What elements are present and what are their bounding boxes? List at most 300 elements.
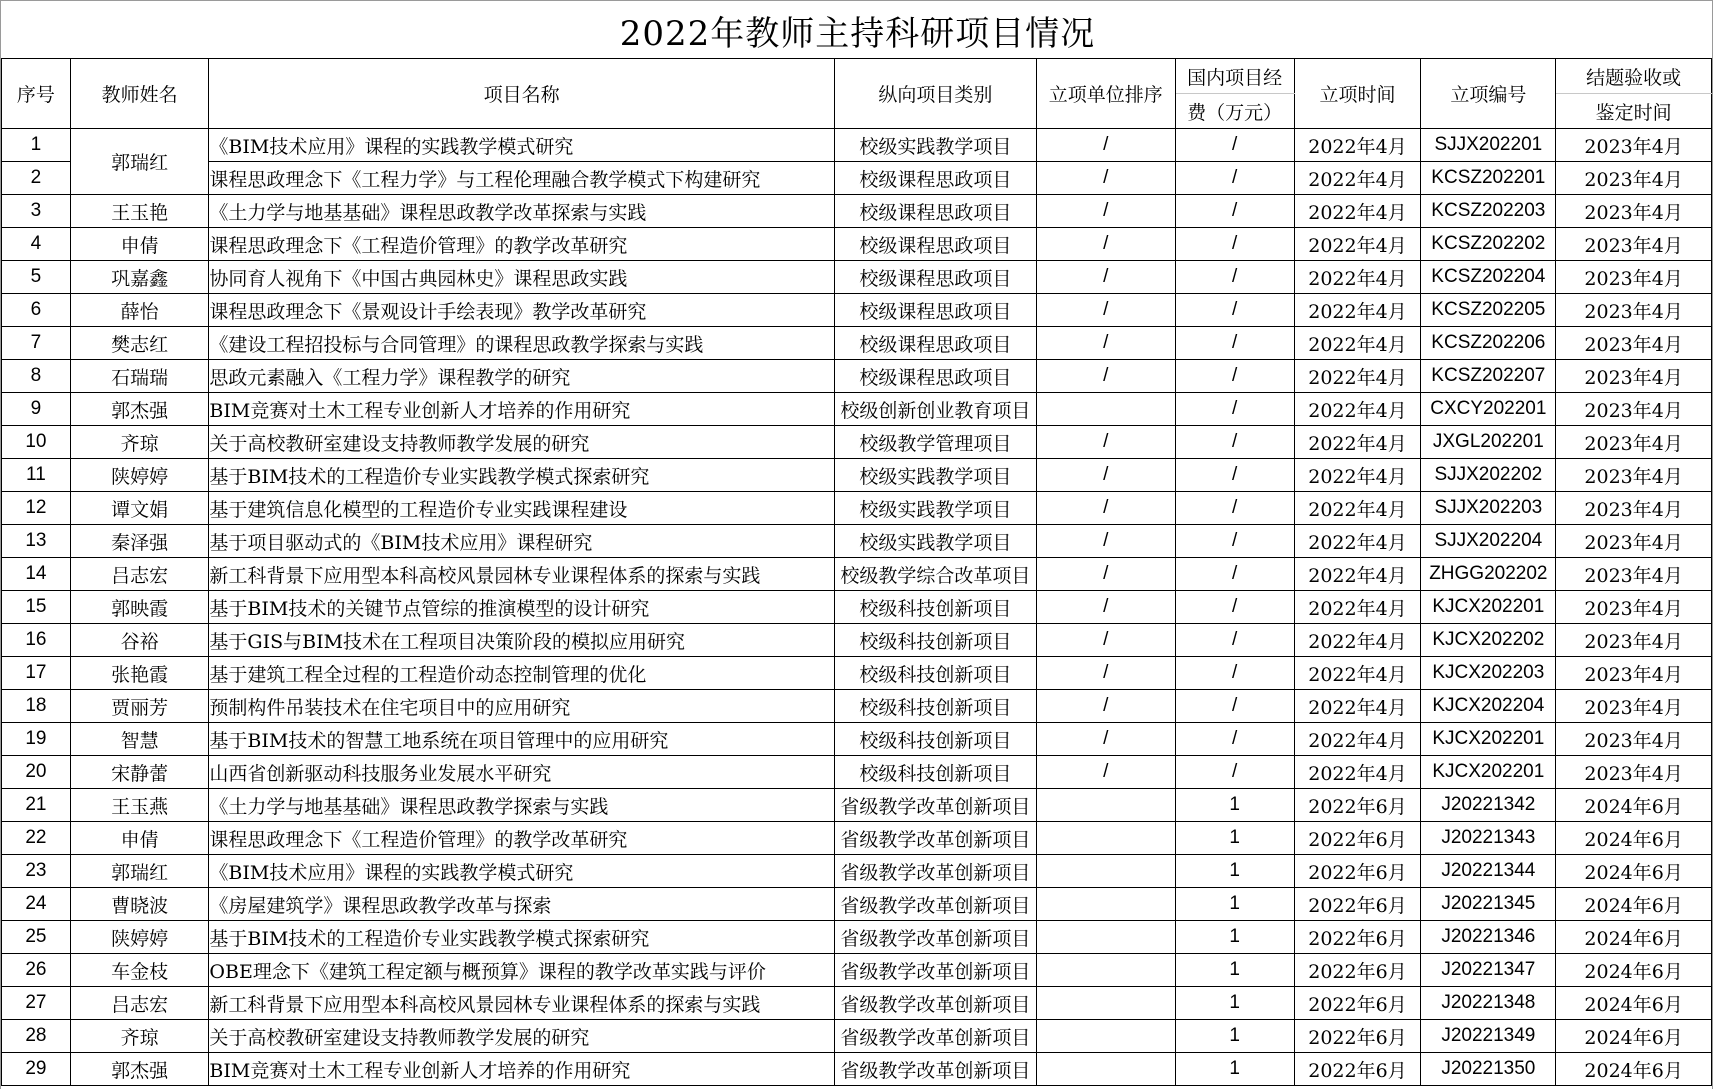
cell-acceptance[interactable]: 2023年4月 <box>1556 525 1712 558</box>
cell-funding[interactable]: / <box>1175 624 1294 657</box>
cell-teacher[interactable]: 陕婷婷 <box>70 459 209 492</box>
cell-funding[interactable]: 1 <box>1175 987 1294 1020</box>
cell-category[interactable]: 校级课程思政项目 <box>834 294 1036 327</box>
cell-funding[interactable]: / <box>1175 327 1294 360</box>
cell-acceptance[interactable]: 2023年4月 <box>1556 591 1712 624</box>
cell-project[interactable]: 《BIM技术应用》课程的实践教学模式研究 <box>209 855 835 888</box>
cell-date[interactable]: 2022年4月 <box>1294 360 1421 393</box>
cell-code[interactable]: KCSZ202201 <box>1421 162 1556 195</box>
cell-teacher[interactable]: 曹晓波 <box>70 888 209 921</box>
header-row <box>2 59 1712 94</box>
cell-date[interactable]: 2022年6月 <box>1294 987 1421 1020</box>
cell-index[interactable]: 5 <box>2 261 71 294</box>
cell-code[interactable]: J20221343 <box>1421 822 1556 855</box>
cell-date[interactable]: 2022年4月 <box>1294 426 1421 459</box>
cell-date[interactable]: 2022年4月 <box>1294 129 1421 162</box>
cell-project[interactable]: 《BIM技术应用》课程的实践教学模式研究 <box>209 129 835 162</box>
header-code[interactable]: 立项编号 <box>1421 59 1556 129</box>
cell-rank[interactable]: / <box>1036 723 1175 756</box>
cell-date[interactable]: 2022年4月 <box>1294 162 1421 195</box>
cell-funding[interactable]: / <box>1175 690 1294 723</box>
cell-project[interactable]: 关于高校教研室建设支持教师教学发展的研究 <box>209 1020 835 1053</box>
cell-date[interactable]: 2022年4月 <box>1294 492 1421 525</box>
cell-date[interactable]: 2022年4月 <box>1294 690 1421 723</box>
cell-date[interactable]: 2022年6月 <box>1294 822 1421 855</box>
cell-acceptance[interactable]: 2024年6月 <box>1556 921 1712 954</box>
cell-teacher[interactable]: 樊志红 <box>70 327 209 360</box>
cell-code[interactable]: ZHGG202202 <box>1421 558 1556 591</box>
cell-rank[interactable] <box>1036 393 1175 426</box>
table-row <box>2 195 1712 228</box>
cell-index[interactable]: 19 <box>2 723 71 756</box>
cell-acceptance[interactable]: 2024年6月 <box>1556 822 1712 855</box>
cell-date[interactable]: 2022年6月 <box>1294 1020 1421 1053</box>
cell-code[interactable]: KJCX202204 <box>1421 690 1556 723</box>
cell-rank[interactable]: / <box>1036 624 1175 657</box>
cell-code[interactable]: J20221349 <box>1421 1020 1556 1053</box>
cell-acceptance[interactable]: 2024年6月 <box>1556 855 1712 888</box>
cell-code[interactable]: KJCX202201 <box>1421 756 1556 789</box>
cell-index[interactable]: 29 <box>2 1053 71 1086</box>
cell-date[interactable]: 2022年4月 <box>1294 195 1421 228</box>
cell-teacher[interactable]: 郭瑞红 <box>70 129 209 195</box>
cell-rank[interactable] <box>1036 855 1175 888</box>
cell-project[interactable]: 基于BIM技术的工程造价专业实践教学模式探索研究 <box>209 921 835 954</box>
cell-category[interactable]: 校级科技创新项目 <box>834 657 1036 690</box>
cell-funding[interactable]: 1 <box>1175 1020 1294 1053</box>
cell-date[interactable]: 2022年6月 <box>1294 888 1421 921</box>
cell-funding[interactable]: / <box>1175 129 1294 162</box>
cell-teacher[interactable]: 谭文娟 <box>70 492 209 525</box>
cell-project[interactable]: 《房屋建筑学》课程思政教学改革与探索 <box>209 888 835 921</box>
cell-project[interactable]: 课程思政理念下《工程力学》与工程伦理融合教学模式下构建研究 <box>209 162 835 195</box>
cell-index[interactable]: 1 <box>2 129 71 162</box>
table-row <box>2 162 1712 195</box>
cell-rank[interactable]: / <box>1036 228 1175 261</box>
cell-code[interactable]: J20221342 <box>1421 789 1556 822</box>
cell-teacher[interactable]: 谷裕 <box>70 624 209 657</box>
cell-funding[interactable]: / <box>1175 756 1294 789</box>
cell-rank[interactable]: / <box>1036 525 1175 558</box>
cell-rank[interactable] <box>1036 1020 1175 1053</box>
cell-funding[interactable]: 1 <box>1175 954 1294 987</box>
cell-category[interactable]: 校级科技创新项目 <box>834 624 1036 657</box>
table-row <box>2 987 1712 1020</box>
cell-rank[interactable]: / <box>1036 162 1175 195</box>
cell-acceptance[interactable]: 2023年4月 <box>1556 657 1712 690</box>
cell-category[interactable]: 校级科技创新项目 <box>834 690 1036 723</box>
header-index[interactable]: 序号 <box>2 59 71 129</box>
table-row <box>2 921 1712 954</box>
cell-funding[interactable]: / <box>1175 426 1294 459</box>
cell-date[interactable]: 2022年4月 <box>1294 591 1421 624</box>
cell-category[interactable]: 校级课程思政项目 <box>834 327 1036 360</box>
cell-category[interactable]: 省级教学改革创新项目 <box>834 822 1036 855</box>
cell-date[interactable]: 2022年4月 <box>1294 393 1421 426</box>
cell-project[interactable]: 《土力学与地基基础》课程思政教学探索与实践 <box>209 789 835 822</box>
cell-index[interactable]: 15 <box>2 591 71 624</box>
cell-funding[interactable]: 1 <box>1175 921 1294 954</box>
cell-project[interactable]: 课程思政理念下《景观设计手绘表现》教学改革研究 <box>209 294 835 327</box>
cell-teacher[interactable]: 陕婷婷 <box>70 921 209 954</box>
cell-category[interactable]: 校级课程思政项目 <box>834 261 1036 294</box>
cell-category[interactable]: 校级科技创新项目 <box>834 723 1036 756</box>
cell-project[interactable]: 基于BIM技术的工程造价专业实践教学模式探索研究 <box>209 459 835 492</box>
cell-category[interactable]: 校级教学管理项目 <box>834 426 1036 459</box>
header-category[interactable]: 纵向项目类别 <box>834 59 1036 129</box>
cell-funding[interactable]: / <box>1175 657 1294 690</box>
cell-date[interactable]: 2022年4月 <box>1294 756 1421 789</box>
cell-code[interactable]: J20221344 <box>1421 855 1556 888</box>
cell-index[interactable]: 20 <box>2 756 71 789</box>
cell-category[interactable]: 省级教学改革创新项目 <box>834 921 1036 954</box>
cell-teacher[interactable]: 巩嘉鑫 <box>70 261 209 294</box>
table-row <box>2 723 1712 756</box>
cell-teacher[interactable]: 王玉艳 <box>70 195 209 228</box>
cell-index[interactable]: 27 <box>2 987 71 1020</box>
cell-code[interactable]: J20221345 <box>1421 888 1556 921</box>
cell-code[interactable]: SJJX202203 <box>1421 492 1556 525</box>
cell-acceptance[interactable]: 2023年4月 <box>1556 327 1712 360</box>
cell-project[interactable]: 《土力学与地基基础》课程思政教学改革探索与实践 <box>209 195 835 228</box>
cell-index[interactable]: 2 <box>2 162 71 195</box>
table-row <box>2 690 1712 723</box>
cell-project[interactable]: 新工科背景下应用型本科高校风景园林专业课程体系的探索与实践 <box>209 987 835 1020</box>
table-row <box>2 228 1712 261</box>
cell-code[interactable]: KJCX202202 <box>1421 624 1556 657</box>
cell-date[interactable]: 2022年6月 <box>1294 789 1421 822</box>
cell-code[interactable]: KJCX202203 <box>1421 657 1556 690</box>
cell-acceptance[interactable]: 2023年4月 <box>1556 294 1712 327</box>
cell-funding[interactable]: 1 <box>1175 789 1294 822</box>
cell-index[interactable]: 12 <box>2 492 71 525</box>
cell-rank[interactable]: / <box>1036 360 1175 393</box>
cell-project[interactable]: 基于GIS与BIM技术在工程项目决策阶段的模拟应用研究 <box>209 624 835 657</box>
table-body <box>2 129 1712 1086</box>
header-rank[interactable]: 立项单位排序 <box>1036 59 1175 129</box>
cell-teacher[interactable]: 吕志宏 <box>70 987 209 1020</box>
cell-category[interactable]: 校级实践教学项目 <box>834 525 1036 558</box>
cell-index[interactable]: 8 <box>2 360 71 393</box>
cell-funding[interactable]: / <box>1175 228 1294 261</box>
cell-rank[interactable] <box>1036 987 1175 1020</box>
cell-code[interactable]: J20221347 <box>1421 954 1556 987</box>
cell-category[interactable]: 校级课程思政项目 <box>834 228 1036 261</box>
cell-teacher[interactable]: 齐琼 <box>70 1020 209 1053</box>
cell-category[interactable]: 省级教学改革创新项目 <box>834 888 1036 921</box>
table-row <box>2 558 1712 591</box>
cell-teacher[interactable]: 申倩 <box>70 822 209 855</box>
cell-project[interactable]: 山西省创新驱动科技服务业发展水平研究 <box>209 756 835 789</box>
cell-project[interactable]: 新工科背景下应用型本科高校风景园林专业课程体系的探索与实践 <box>209 558 835 591</box>
cell-acceptance[interactable]: 2023年4月 <box>1556 624 1712 657</box>
cell-teacher[interactable]: 秦泽强 <box>70 525 209 558</box>
cell-project[interactable]: 关于高校教研室建设支持教师教学发展的研究 <box>209 426 835 459</box>
cell-category[interactable]: 校级实践教学项目 <box>834 129 1036 162</box>
table-row <box>2 327 1712 360</box>
cell-code[interactable]: SJJX202201 <box>1421 129 1556 162</box>
cell-index[interactable]: 21 <box>2 789 71 822</box>
cell-acceptance[interactable]: 2024年6月 <box>1556 1053 1712 1086</box>
cell-project[interactable]: 协同育人视角下《中国古典园林史》课程思政实践 <box>209 261 835 294</box>
table-row <box>2 129 1712 162</box>
cell-category[interactable]: 省级教学改革创新项目 <box>834 789 1036 822</box>
cell-project[interactable]: OBE理念下《建筑工程定额与概预算》课程的教学改革实践与评价 <box>209 954 835 987</box>
cell-acceptance[interactable]: 2023年4月 <box>1556 690 1712 723</box>
cell-date[interactable]: 2022年4月 <box>1294 723 1421 756</box>
cell-funding[interactable]: / <box>1175 294 1294 327</box>
table-row <box>2 756 1712 789</box>
cell-project[interactable]: 预制构件吊装技术在住宅项目中的应用研究 <box>209 690 835 723</box>
cell-category[interactable]: 省级教学改革创新项目 <box>834 954 1036 987</box>
table-row <box>2 789 1712 822</box>
cell-code[interactable]: KCSZ202206 <box>1421 327 1556 360</box>
cell-rank[interactable]: / <box>1036 327 1175 360</box>
cell-rank[interactable]: / <box>1036 426 1175 459</box>
cell-acceptance[interactable]: 2024年6月 <box>1556 954 1712 987</box>
cell-date[interactable]: 2022年4月 <box>1294 657 1421 690</box>
cell-date[interactable]: 2022年4月 <box>1294 459 1421 492</box>
table-row <box>2 525 1712 558</box>
cell-category[interactable]: 校级实践教学项目 <box>834 492 1036 525</box>
cell-teacher[interactable]: 贾丽芳 <box>70 690 209 723</box>
cell-rank[interactable] <box>1036 888 1175 921</box>
cell-code[interactable]: J20221350 <box>1421 1053 1556 1086</box>
table-row <box>2 657 1712 690</box>
cell-acceptance[interactable]: 2023年4月 <box>1556 426 1712 459</box>
cell-category[interactable]: 省级教学改革创新项目 <box>834 855 1036 888</box>
header-acceptance-line1[interactable]: 结题验收或 <box>1556 59 1712 94</box>
cell-funding[interactable]: / <box>1175 492 1294 525</box>
cell-date[interactable]: 2022年4月 <box>1294 525 1421 558</box>
cell-date[interactable]: 2022年4月 <box>1294 294 1421 327</box>
cell-acceptance[interactable]: 2024年6月 <box>1556 1020 1712 1053</box>
cell-funding[interactable]: / <box>1175 558 1294 591</box>
cell-code[interactable]: J20221346 <box>1421 921 1556 954</box>
cell-teacher[interactable]: 王玉燕 <box>70 789 209 822</box>
cell-category[interactable]: 校级科技创新项目 <box>834 591 1036 624</box>
cell-index[interactable]: 4 <box>2 228 71 261</box>
table-row <box>2 426 1712 459</box>
cell-index[interactable]: 7 <box>2 327 71 360</box>
cell-rank[interactable] <box>1036 954 1175 987</box>
cell-category[interactable]: 校级课程思政项目 <box>834 195 1036 228</box>
cell-rank[interactable]: / <box>1036 756 1175 789</box>
cell-code[interactable]: JXGL202201 <box>1421 426 1556 459</box>
cell-code[interactable]: SJJX202204 <box>1421 525 1556 558</box>
cell-teacher[interactable]: 张艳霞 <box>70 657 209 690</box>
cell-date[interactable]: 2022年4月 <box>1294 228 1421 261</box>
cell-date[interactable]: 2022年4月 <box>1294 327 1421 360</box>
header-funding-line2[interactable]: 费（万元） <box>1175 94 1294 129</box>
cell-code[interactable]: CXCY202201 <box>1421 393 1556 426</box>
cell-rank[interactable] <box>1036 822 1175 855</box>
cell-rank[interactable] <box>1036 789 1175 822</box>
table-row <box>2 855 1712 888</box>
cell-project[interactable]: 《建设工程招投标与合同管理》的课程思政教学探索与实践 <box>209 327 835 360</box>
cell-code[interactable]: KCSZ202203 <box>1421 195 1556 228</box>
cell-category[interactable]: 校级课程思政项目 <box>834 162 1036 195</box>
cell-date[interactable]: 2022年6月 <box>1294 921 1421 954</box>
cell-teacher[interactable]: 郭杰强 <box>70 1053 209 1086</box>
cell-rank[interactable]: / <box>1036 657 1175 690</box>
cell-teacher[interactable]: 智慧 <box>70 723 209 756</box>
cell-teacher[interactable]: 宋静蕾 <box>70 756 209 789</box>
cell-teacher[interactable]: 郭杰强 <box>70 393 209 426</box>
cell-code[interactable]: KCSZ202202 <box>1421 228 1556 261</box>
cell-index[interactable]: 25 <box>2 921 71 954</box>
cell-category[interactable]: 校级创新创业教育项目 <box>834 393 1036 426</box>
cell-project[interactable]: 基于项目驱动式的《BIM技术应用》课程研究 <box>209 525 835 558</box>
table-row <box>2 888 1712 921</box>
cell-date[interactable]: 2022年6月 <box>1294 1053 1421 1086</box>
cell-funding[interactable]: / <box>1175 591 1294 624</box>
cell-rank[interactable]: / <box>1036 261 1175 294</box>
cell-project[interactable]: 课程思政理念下《工程造价管理》的教学改革研究 <box>209 228 835 261</box>
header-funding-line1[interactable]: 国内项目经 <box>1175 59 1294 94</box>
cell-teacher[interactable]: 吕志宏 <box>70 558 209 591</box>
cell-category[interactable]: 省级教学改革创新项目 <box>834 987 1036 1020</box>
cell-funding[interactable]: / <box>1175 261 1294 294</box>
cell-index[interactable]: 22 <box>2 822 71 855</box>
cell-acceptance[interactable]: 2023年4月 <box>1556 162 1712 195</box>
header-project[interactable]: 项目名称 <box>209 59 835 129</box>
cell-category[interactable]: 校级课程思政项目 <box>834 360 1036 393</box>
cell-rank[interactable]: / <box>1036 492 1175 525</box>
cell-index[interactable]: 10 <box>2 426 71 459</box>
cell-index[interactable]: 16 <box>2 624 71 657</box>
cell-rank[interactable] <box>1036 1053 1175 1086</box>
cell-acceptance[interactable]: 2023年4月 <box>1556 459 1712 492</box>
cell-funding[interactable]: / <box>1175 459 1294 492</box>
table-row <box>2 261 1712 294</box>
header-date[interactable]: 立项时间 <box>1294 59 1421 129</box>
cell-rank[interactable]: / <box>1036 129 1175 162</box>
cell-category[interactable]: 校级科技创新项目 <box>834 756 1036 789</box>
table-row <box>2 624 1712 657</box>
cell-rank[interactable] <box>1036 921 1175 954</box>
cell-funding[interactable]: / <box>1175 393 1294 426</box>
cell-index[interactable]: 13 <box>2 525 71 558</box>
table-row <box>2 822 1712 855</box>
cell-date[interactable]: 2022年4月 <box>1294 624 1421 657</box>
cell-code[interactable]: SJJX202202 <box>1421 459 1556 492</box>
cell-acceptance[interactable]: 2023年4月 <box>1556 723 1712 756</box>
cell-index[interactable]: 23 <box>2 855 71 888</box>
cell-funding[interactable]: 1 <box>1175 822 1294 855</box>
cell-teacher[interactable]: 郭映霞 <box>70 591 209 624</box>
cell-teacher[interactable]: 薛怡 <box>70 294 209 327</box>
cell-project[interactable]: 基于建筑信息化模型的工程造价专业实践课程建设 <box>209 492 835 525</box>
cell-code[interactable]: KCSZ202207 <box>1421 360 1556 393</box>
cell-acceptance[interactable]: 2024年6月 <box>1556 987 1712 1020</box>
cell-category[interactable]: 校级教学综合改革项目 <box>834 558 1036 591</box>
cell-category[interactable]: 校级实践教学项目 <box>834 459 1036 492</box>
cell-index[interactable]: 9 <box>2 393 71 426</box>
cell-teacher[interactable]: 石瑞瑞 <box>70 360 209 393</box>
cell-date[interactable]: 2022年6月 <box>1294 855 1421 888</box>
cell-funding[interactable]: / <box>1175 162 1294 195</box>
table-row <box>2 360 1712 393</box>
cell-project[interactable]: 基于建筑工程全过程的工程造价动态控制管理的优化 <box>209 657 835 690</box>
table-row <box>2 591 1712 624</box>
cell-index[interactable]: 11 <box>2 459 71 492</box>
cell-acceptance[interactable]: 2023年4月 <box>1556 261 1712 294</box>
cell-acceptance[interactable]: 2024年6月 <box>1556 789 1712 822</box>
cell-acceptance[interactable]: 2023年4月 <box>1556 492 1712 525</box>
header-teacher[interactable]: 教师姓名 <box>70 59 209 129</box>
cell-funding[interactable]: / <box>1175 723 1294 756</box>
cell-index[interactable]: 3 <box>2 195 71 228</box>
cell-code[interactable]: KJCX202201 <box>1421 723 1556 756</box>
cell-index[interactable]: 26 <box>2 954 71 987</box>
cell-funding[interactable]: 1 <box>1175 1053 1294 1086</box>
table-row <box>2 1053 1712 1086</box>
page-title: 2022年教师主持科研项目情况 <box>619 14 1096 54</box>
cell-index[interactable]: 28 <box>2 1020 71 1053</box>
cell-category[interactable]: 省级教学改革创新项目 <box>834 1020 1036 1053</box>
cell-acceptance[interactable]: 2023年4月 <box>1556 228 1712 261</box>
cell-code[interactable]: J20221348 <box>1421 987 1556 1020</box>
cell-rank[interactable]: / <box>1036 459 1175 492</box>
cell-index[interactable]: 24 <box>2 888 71 921</box>
cell-index[interactable]: 18 <box>2 690 71 723</box>
cell-index[interactable]: 6 <box>2 294 71 327</box>
table-row <box>2 393 1712 426</box>
cell-code[interactable]: KJCX202201 <box>1421 591 1556 624</box>
cell-funding[interactable]: / <box>1175 525 1294 558</box>
cell-project[interactable]: BIM竞赛对土木工程专业创新人才培养的作用研究 <box>209 393 835 426</box>
cell-funding[interactable]: / <box>1175 360 1294 393</box>
cell-acceptance[interactable]: 2023年4月 <box>1556 129 1712 162</box>
cell-date[interactable]: 2022年4月 <box>1294 261 1421 294</box>
cell-category[interactable]: 省级教学改革创新项目 <box>834 1053 1036 1086</box>
header-acceptance-line2[interactable]: 鉴定时间 <box>1556 94 1712 129</box>
cell-index[interactable]: 17 <box>2 657 71 690</box>
cell-rank[interactable]: / <box>1036 558 1175 591</box>
cell-project[interactable]: 基于BIM技术的关键节点管综的推演模型的设计研究 <box>209 591 835 624</box>
table-row <box>2 954 1712 987</box>
cell-rank[interactable]: / <box>1036 195 1175 228</box>
cell-teacher[interactable]: 申倩 <box>70 228 209 261</box>
cell-project[interactable]: 基于BIM技术的智慧工地系统在项目管理中的应用研究 <box>209 723 835 756</box>
cell-rank[interactable]: / <box>1036 690 1175 723</box>
cell-acceptance[interactable]: 2023年4月 <box>1556 756 1712 789</box>
cell-teacher[interactable]: 郭瑞红 <box>70 855 209 888</box>
cell-date[interactable]: 2022年6月 <box>1294 954 1421 987</box>
cell-acceptance[interactable]: 2023年4月 <box>1556 393 1712 426</box>
table-row <box>2 459 1712 492</box>
cell-rank[interactable]: / <box>1036 591 1175 624</box>
cell-code[interactable]: KCSZ202205 <box>1421 294 1556 327</box>
cell-acceptance[interactable]: 2023年4月 <box>1556 195 1712 228</box>
cell-project[interactable]: BIM竞赛对土木工程专业创新人才培养的作用研究 <box>209 1053 835 1086</box>
cell-index[interactable]: 14 <box>2 558 71 591</box>
cell-funding[interactable]: / <box>1175 195 1294 228</box>
cell-teacher[interactable]: 齐琼 <box>70 426 209 459</box>
cell-acceptance[interactable]: 2023年4月 <box>1556 558 1712 591</box>
cell-date[interactable]: 2022年4月 <box>1294 558 1421 591</box>
cell-code[interactable]: KCSZ202204 <box>1421 261 1556 294</box>
cell-teacher[interactable]: 车金枝 <box>70 954 209 987</box>
cell-project[interactable]: 课程思政理念下《工程造价管理》的教学改革研究 <box>209 822 835 855</box>
cell-funding[interactable]: 1 <box>1175 888 1294 921</box>
cell-funding[interactable]: 1 <box>1175 855 1294 888</box>
cell-acceptance[interactable]: 2024年6月 <box>1556 888 1712 921</box>
cell-project[interactable]: 思政元素融入《工程力学》课程教学的研究 <box>209 360 835 393</box>
cell-acceptance[interactable]: 2023年4月 <box>1556 360 1712 393</box>
cell-rank[interactable]: / <box>1036 294 1175 327</box>
